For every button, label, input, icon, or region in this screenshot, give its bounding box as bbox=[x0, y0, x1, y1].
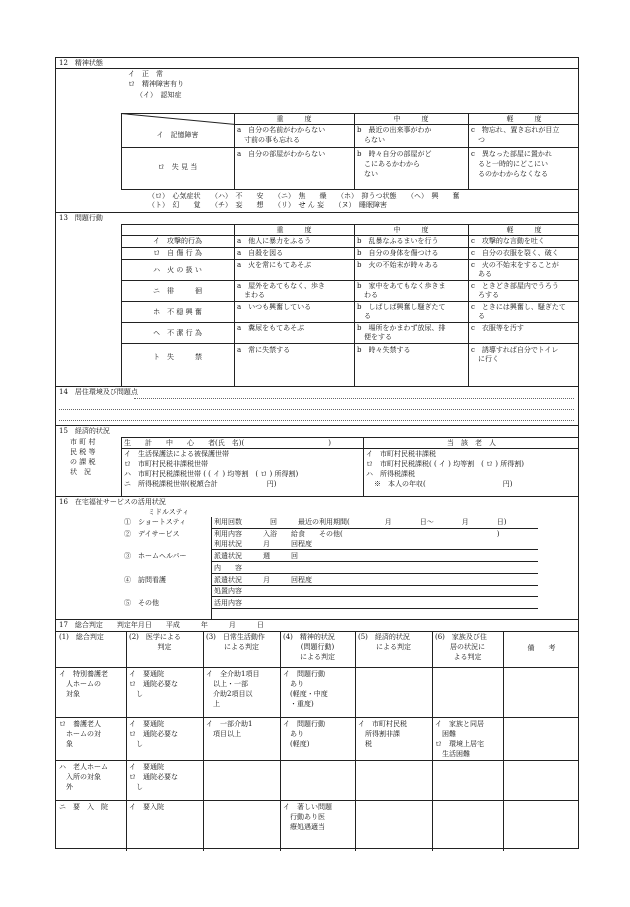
section-16-title: 16 在宅福祉サービスの活用状況 bbox=[59, 498, 166, 506]
row-self-harm: ロ 自 傷 行 為 bbox=[153, 249, 202, 257]
cell-text: c ときどき部屋内でうろう bbox=[471, 282, 559, 290]
option-text: イ 生活保護法による被保護世帯 bbox=[124, 450, 229, 458]
cell-text: わる bbox=[357, 291, 378, 299]
judgment-text: し bbox=[129, 690, 143, 698]
section-12-mental-state bbox=[56, 58, 578, 212]
section-13-problem-behavior bbox=[56, 212, 578, 386]
other-symptoms-row1: （ロ） 心気症状 （ハ） 不 安 （ニ） 焦 燥 （ホ） 抑うつ状態 （ヘ） 興 奮 bbox=[148, 192, 460, 200]
service-detail: 利用回数 回 最近の利用期間( 月 日～ 月 日) bbox=[214, 518, 507, 526]
judgment-text: 行動あり医 bbox=[283, 813, 325, 821]
cell-text: b 家中をあてもなく歩きま bbox=[357, 282, 446, 290]
cell-text: らない bbox=[357, 136, 385, 144]
tax-label: 状 況 bbox=[70, 468, 91, 476]
option-text: ロ 市町村民税課税( ( イ ) 均等割 ( ロ ) 所得割) bbox=[366, 460, 524, 468]
cell-text: c 物忘れ、置き忘れが目立 bbox=[471, 126, 560, 134]
normal-option: イ 正 常 bbox=[128, 70, 163, 78]
judgment-text: ・重度) bbox=[283, 700, 314, 708]
cell-text: b 時々失禁する bbox=[357, 346, 411, 354]
col-mental-judgment: (4) 精神的状況 bbox=[283, 633, 335, 641]
judgment-text: イ 全介助1項目 bbox=[206, 670, 260, 678]
cell-text: c 異なった部屋に置かれ bbox=[471, 150, 552, 158]
col-header-text: による判定 bbox=[376, 643, 411, 651]
row-aggressive: イ 攻撃的行為 bbox=[153, 237, 202, 245]
cell-text: に行く bbox=[471, 355, 499, 363]
judgment-text: イ 問題行動 bbox=[283, 670, 325, 678]
judgment-text: (軽度) bbox=[283, 740, 310, 748]
day-service-label: ② デイサービス bbox=[124, 530, 180, 538]
cell-text: ろする bbox=[471, 291, 499, 299]
row-disorientation: ロ 失 見 当 bbox=[157, 163, 198, 171]
col-medical-judgment: (2) 医学による bbox=[129, 633, 181, 641]
row-unclean-behavior: ヘ 不 潔 行 為 bbox=[153, 329, 202, 337]
cell-text: a 自殺を図る bbox=[237, 249, 284, 257]
service-detail: 内 容 bbox=[214, 564, 242, 572]
section-16-home-welfare bbox=[56, 496, 578, 619]
judgment-text: イ 家族と同居 bbox=[435, 720, 484, 728]
cell-text: a 糞尿をもてあそぶ bbox=[237, 324, 305, 332]
short-stay-label: ① ショートスティ bbox=[124, 518, 187, 526]
section-13-title: 13 問題行動 bbox=[59, 214, 103, 222]
cell-text: c ときには興奮し、騒ぎたて bbox=[471, 303, 566, 311]
judgment-text: 以上・一部 bbox=[206, 680, 248, 688]
section-14-title: 14 居住環境及び問題点 bbox=[59, 388, 138, 396]
cell-text: 寸前の事も忘れる bbox=[237, 136, 300, 144]
tax-label: 市 町 村 bbox=[70, 438, 96, 446]
cell-text: a 自分の名前がわからない bbox=[237, 126, 326, 134]
col-header-text: (問題行動) bbox=[300, 643, 335, 651]
cell-text: c 火の不始末をすることが bbox=[471, 261, 559, 269]
dementia-option: （イ） 認知症 bbox=[136, 91, 182, 99]
col-header-text: による判定 bbox=[300, 653, 335, 661]
cell-text: b 乱暴なふるまいを行う bbox=[357, 237, 439, 245]
section-15-title: 15 経済的状況 bbox=[59, 427, 110, 435]
tax-label: の 課 税 bbox=[70, 458, 96, 466]
cell-text: つ bbox=[471, 136, 485, 144]
judgment-text: イ 著しい問題 bbox=[283, 803, 332, 811]
judgment-text: ロ 通院必要な bbox=[129, 680, 178, 688]
option-text: ロ 市町村民税非課税世帯 bbox=[124, 460, 208, 468]
cell-text: る bbox=[357, 312, 371, 320]
household-head-header: 生 計 中 心 者(氏 名)( ) bbox=[124, 439, 331, 447]
cell-text: るのかわからなくなる bbox=[471, 170, 548, 178]
cell-text: こにあるかわから bbox=[357, 160, 420, 168]
judgment-text: あり bbox=[283, 730, 304, 738]
service-detail: 活用内容 bbox=[214, 599, 242, 607]
cell-text: 便をする bbox=[357, 333, 392, 341]
cell-text: a 常に失禁する bbox=[237, 346, 291, 354]
option-text: ハ 所得税課税 bbox=[366, 470, 415, 478]
cell-text: c 自分の衣服を裂く、破く bbox=[471, 249, 559, 257]
option-text: イ 市町村民税非課税 bbox=[366, 450, 436, 458]
middle-stay-label: ミドルスティ bbox=[148, 508, 190, 516]
home-nursing-label: ④ 訪問看護 bbox=[124, 576, 166, 584]
cell-text: b 時々自分の部屋がど bbox=[357, 150, 432, 158]
judgment-text: 所得割非課 bbox=[358, 730, 400, 738]
judgment-text: し bbox=[129, 740, 143, 748]
service-detail: 利用状況 月 回程度 bbox=[214, 540, 312, 548]
service-detail: 派遣状況 週 回 bbox=[214, 552, 298, 560]
cell-text: a 他人に暴力をふるう bbox=[237, 237, 312, 245]
judgment-text: ロ 通院必要な bbox=[129, 773, 178, 781]
home-helper-label: ③ ホームヘルパー bbox=[124, 552, 187, 560]
judgment-text: 外 bbox=[59, 783, 73, 791]
col-remarks: 備 考 bbox=[527, 644, 556, 652]
row-incontinence: ト 失 禁 bbox=[153, 353, 202, 361]
cell-text: b 火の不始末が時々ある bbox=[357, 261, 439, 269]
form-page bbox=[55, 57, 579, 849]
section-17-title: 17 総合判定 判定年月日 平成 年 月 日 bbox=[59, 621, 264, 629]
header-moderate: 中 度 bbox=[393, 226, 429, 234]
judgment-text: イ 要入院 bbox=[129, 803, 164, 811]
section-15-economic-status bbox=[56, 425, 578, 496]
judgment-text: イ 要通院 bbox=[129, 763, 164, 771]
cell-text: c 誘導すれば自分でトイレ bbox=[471, 346, 559, 354]
cell-text: b 自分の身体を傷つける bbox=[357, 249, 439, 257]
judgment-text: 税 bbox=[358, 740, 372, 748]
row-agitation: ホ 不 穏 興 奮 bbox=[153, 308, 202, 316]
option-text: ※ 本人の年収( 円) bbox=[374, 480, 513, 488]
cell-text: a 火を常にもてあそぶ bbox=[237, 261, 312, 269]
judgment-text: ハ 老人ホーム bbox=[59, 763, 108, 771]
cell-text: c 衣服等を汚す bbox=[471, 324, 524, 332]
col-family-judgment: (6) 家族及び住 bbox=[435, 633, 487, 641]
judgment-text: (軽度・中度 bbox=[283, 690, 328, 698]
cell-text: ない bbox=[357, 170, 378, 178]
col-header-text: よる判定 bbox=[453, 653, 482, 661]
judgment-text: ニ 要 入 院 bbox=[59, 803, 108, 811]
judgment-text: 療処遇適当 bbox=[283, 823, 325, 831]
cell-text: b しばしば興奮し騒ぎたて bbox=[357, 303, 446, 311]
judgment-text: ホームの対 bbox=[59, 730, 101, 738]
other-service-label: ⑤ その他 bbox=[124, 599, 159, 607]
header-severe: 重 度 bbox=[276, 226, 312, 234]
tax-label: 民 税 等 bbox=[70, 448, 96, 456]
col-overall-judgment: (1) 総合判定 bbox=[59, 633, 104, 641]
service-detail: 処置内容 bbox=[214, 587, 242, 595]
cell-text: c 攻撃的な言動を吐く bbox=[471, 237, 545, 245]
section-14-living-environment bbox=[56, 386, 578, 425]
header-severe: 重 度 bbox=[276, 115, 312, 123]
judgment-text: 項目以上 bbox=[206, 730, 241, 738]
cell-text: b 最近の出来事がわか bbox=[357, 126, 432, 134]
judgment-text: イ 要通院 bbox=[129, 670, 164, 678]
section-17-overall-judgment bbox=[56, 619, 578, 850]
row-wandering: ニ 徘 徊 bbox=[153, 287, 202, 295]
mental-disorder-option: ロ 精神障害有り bbox=[128, 80, 184, 88]
judgment-text: 上 bbox=[206, 700, 220, 708]
header-mild: 軽 度 bbox=[506, 226, 542, 234]
judgment-text: 象 bbox=[59, 740, 73, 748]
judgment-text: 入所の対象 bbox=[59, 773, 101, 781]
cell-text: a 屋外をあてもなく、歩き bbox=[237, 282, 326, 290]
judgment-text: あり bbox=[283, 680, 304, 688]
option-text: ニ 所得税課税世帯(税額合計 円) bbox=[124, 480, 277, 488]
judgment-text: 生活困難 bbox=[435, 750, 470, 758]
judgment-text: 介助2項目以 bbox=[206, 690, 253, 698]
judgment-text: 困難 bbox=[435, 730, 456, 738]
col-adl-judgment: (3) 日常生活動作 bbox=[206, 633, 265, 641]
judgment-text: ロ 環境上居宅 bbox=[435, 740, 484, 748]
section-12-title: 12 精神状態 bbox=[59, 59, 103, 67]
judgment-text: イ 特別養護老 bbox=[59, 670, 108, 678]
judgment-text: し bbox=[129, 783, 143, 791]
cell-text: る bbox=[471, 312, 485, 320]
service-detail: 利用内容 入浴 給食 その他( ) bbox=[214, 530, 500, 538]
row-memory-impairment: イ 記憶障害 bbox=[156, 131, 199, 139]
judgment-text: イ 一部介助1 bbox=[206, 720, 253, 728]
other-symptoms-row2: （ト） 幻 覚 （チ） 妄 想 （リ） せ ん 妄 （ヌ） 睡眠障害 bbox=[148, 201, 387, 209]
judgment-text: 人ホームの bbox=[59, 680, 101, 688]
col-economic-judgment: (5) 経済的状況 bbox=[358, 633, 410, 641]
col-header-text: による判定 bbox=[224, 643, 259, 651]
cell-text: まわる bbox=[237, 291, 265, 299]
elderly-person-header: 当 該 老 人 bbox=[447, 439, 496, 447]
col-header-text: 居の状況に bbox=[450, 643, 485, 651]
judgment-text: 対象 bbox=[59, 690, 80, 698]
cell-text: a 自分の部屋がわからない bbox=[237, 150, 326, 158]
header-mild: 軽 度 bbox=[506, 115, 542, 123]
service-detail: 派遣状況 月 回程度 bbox=[214, 576, 312, 584]
option-text: ハ 市町村民税課税世帯 ( ( イ ) 均等割 ( ロ ) 所得割) bbox=[124, 470, 299, 478]
judgment-text: イ 要通院 bbox=[129, 720, 164, 728]
judgment-text: ロ 通院必要な bbox=[129, 730, 178, 738]
judgment-text: イ 市町村民税 bbox=[358, 720, 407, 728]
cell-text: ると一時的にどこにい bbox=[471, 160, 548, 168]
row-fire-handling: ハ 火 の 扱 い bbox=[153, 266, 202, 274]
cell-text: ある bbox=[471, 270, 492, 278]
judgment-text: ロ 養護老人 bbox=[59, 720, 101, 728]
col-header-text: 判定 bbox=[157, 643, 172, 651]
judgment-text: イ 問題行動 bbox=[283, 720, 325, 728]
cell-text: b 場所をかまわず放尿、排 bbox=[357, 324, 446, 332]
header-moderate: 中 度 bbox=[393, 115, 429, 123]
cell-text: a いつも興奮している bbox=[237, 303, 312, 311]
